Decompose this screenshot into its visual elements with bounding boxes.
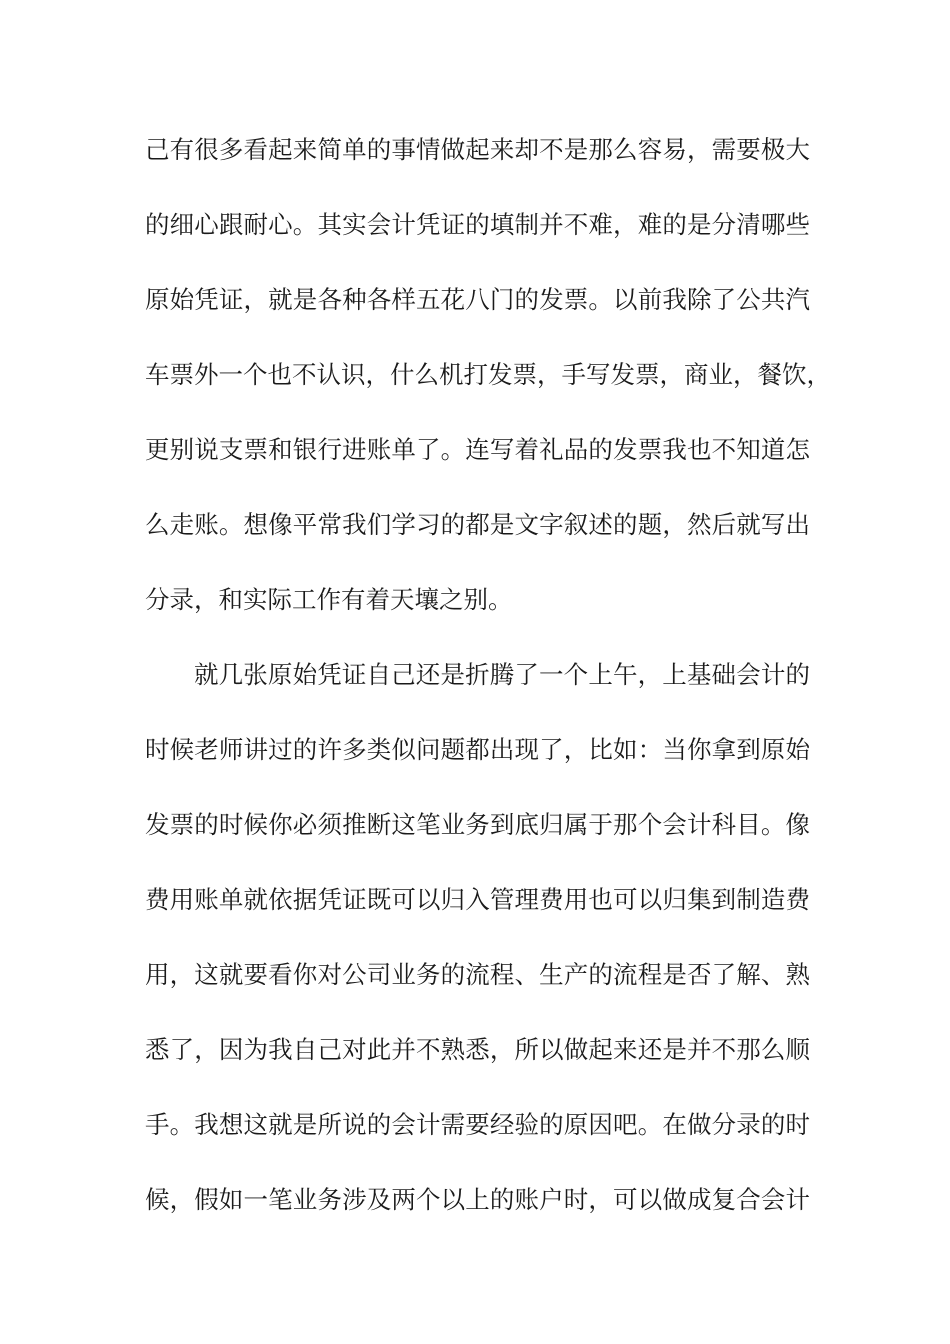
text-line: 么走账。想像平常我们学习的都是文字叙述的题，然后就写出 — [145, 510, 810, 539]
text-line: 费用账单就依据凭证既可以归入管理费用也可以归集到制造费 — [145, 885, 810, 914]
text-line: 己有很多看起来简单的事情做起来却不是那么容易，需要极大 — [145, 135, 810, 164]
text-line: 车票外一个也不认识，什么机打发票，手写发票，商业，餐饮， — [145, 360, 831, 389]
text-line-paragraph-start: 就几张原始凭证自己还是折腾了一个上午，上基础会计的 — [194, 660, 810, 689]
text-line: 发票的时候你必须推断这笔业务到底归属于那个会计科目。像 — [145, 810, 810, 839]
body-text — [145, 126, 831, 1251]
text-line-paragraph-end: 分录，和实际工作有着天壤之别。 — [145, 585, 513, 614]
text-line: 手。我想这就是所说的会计需要经验的原因吧。在做分录的时 — [145, 1110, 810, 1139]
text-line: 更别说支票和银行进账单了。连写着礼品的发票我也不知道怎 — [145, 435, 810, 464]
text-line: 原始凭证，就是各种各样五花八门的发票。以前我除了公共汽 — [145, 285, 810, 314]
text-line: 时候老师讲过的许多类似问题都出现了，比如：当你拿到原始 — [145, 735, 810, 764]
text-line: 候，假如一笔业务涉及两个以上的账户时，可以做成复合会计 — [145, 1185, 810, 1214]
text-line: 悉了，因为我自己对此并不熟悉，所以做起来还是并不那么顺 — [145, 1035, 810, 1064]
text-line: 的细心跟耐心。其实会计凭证的填制并不难，难的是分清哪些 — [145, 210, 810, 239]
text-line: 用，这就要看你对公司业务的流程、生产的流程是否了解、熟 — [145, 960, 810, 989]
